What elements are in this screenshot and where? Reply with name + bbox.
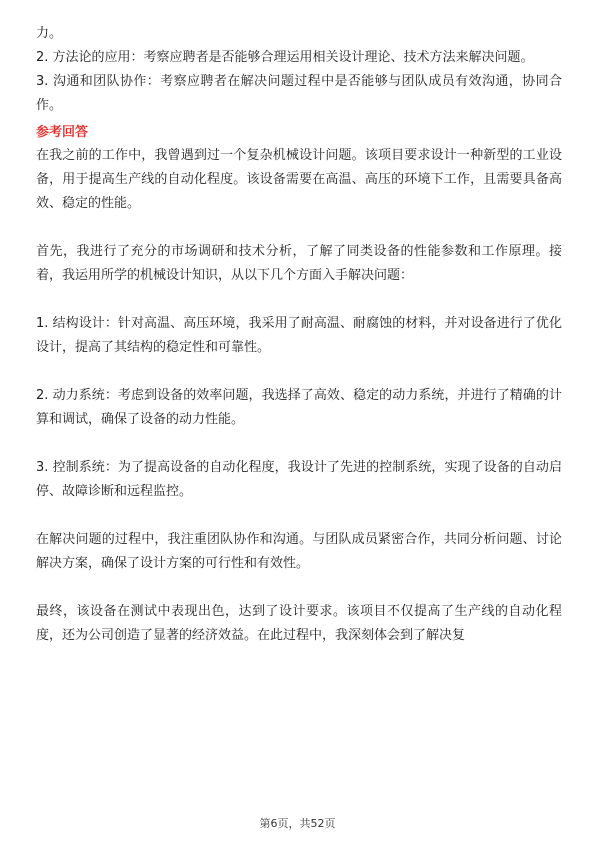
- criterion-teamwork: 3. 沟通和团队协作：考察应聘者在解决问题过程中是否能够与团队成员有效沟通，协同合作。: [36, 74, 562, 113]
- intro-tail: 力。: [36, 26, 63, 41]
- page-content: [36, 22, 562, 648]
- answer-paragraph: 首先，我进行了充分的市场调研和技术分析，了解了同类设备的性能参数和工作原理。接着，我运用所学的机械设计知识，从以下几个方面入手解决问题：: [36, 244, 562, 283]
- answer-paragraph: 在我之前的工作中，我曾遇到过一个复杂机械设计问题。该项目要求设计一种新型的工业设备，用于提高生产线的自动化程度。该设备需要在高温、高压的环境下工作，且需要具备高效、稳定的性能。: [36, 148, 562, 211]
- criterion-methodology: 2. 方法论的应用：考察应聘者是否能够合理运用相关设计理论、技术方法来解决问题。: [36, 50, 534, 65]
- answer-paragraph: 最终，该设备在测试中表现出色，达到了设计要求。该项目不仅提高了生产线的自动化程度，还为公司创造了显著的经济效益。在此过程中，我深刻体会到了解决复: [36, 604, 562, 643]
- answer-item-control: 3. 控制系统：为了提高设备的自动化程度，我设计了先进的控制系统，实现了设备的自动启停、故障诊断和远程监控。: [36, 460, 562, 499]
- answer-item-power: 2. 动力系统：考虑到设备的效率问题，我选择了高效、稳定的动力系统，并进行了精确的计算和调试，确保了设备的动力性能。: [36, 388, 562, 427]
- answer-paragraph: 在解决问题的过程中，我注重团队协作和沟通。与团队成员紧密合作，共同分析问题、讨论解决方案，确保了设计方案的可行性和有效性。: [36, 532, 562, 571]
- page-number: 第6页，共52页: [259, 817, 336, 830]
- section-heading: 参考回答: [36, 125, 89, 140]
- answer-item-structure: 1. 结构设计：针对高温、高压环境，我采用了耐高温、耐腐蚀的材料，并对设备进行了优化设计，提高了其结构的稳定性和可靠性。: [36, 316, 562, 355]
